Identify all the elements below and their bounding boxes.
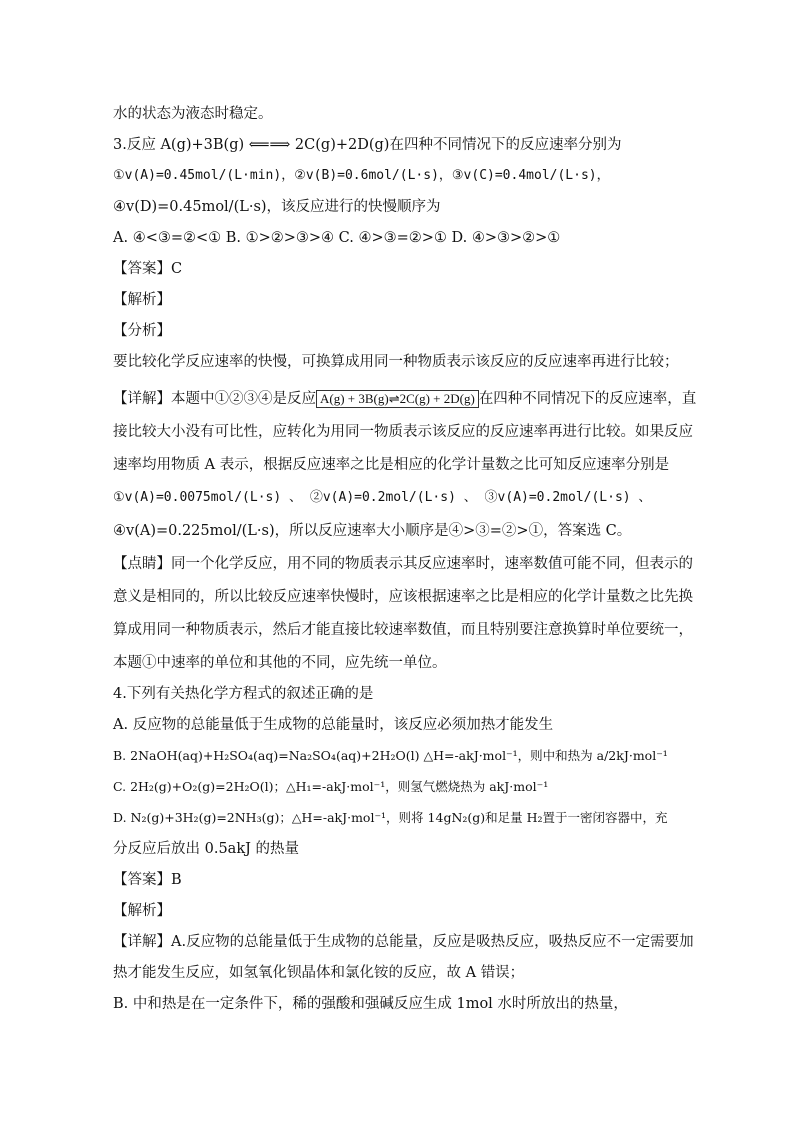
rates-line: ①v(A)=0.0075mol/(L·s) 、 ②v(A)=0.2mol/(L·s) 、 ③v(A)=0.2mol/(L·s) 、 (113, 490, 652, 505)
question-3-stem: 3.反应 A(g)+3B(g) ⟸⟹ 2C(g)+2D(g)在四种不同情况下的反应速率分别为 (113, 137, 622, 153)
text-line: ①v(A)=0.45mol/(L·min)，②v(B)=0.6mol/(L·s)，③v(C)=0.4mol/(L·s)， (113, 168, 610, 183)
tip-line: 【点睛】同一个化学反应，用不同的物质表示其反应速率时，速率数值可能不同，但表示的 (113, 556, 693, 572)
text-line: 接比较大小没有可比性，应转化为用同一物质表示该反应的反应速率再进行比较。如果反应 (113, 424, 693, 440)
text-line: ④v(D)=0.45mol/(L·s)，该反应进行的快慢顺序为 (113, 199, 441, 215)
text-line: 热才能发生反应，如氢氧化钡晶体和氯化铵的反应，故 A 错误； (113, 965, 525, 981)
text-line: 要比较化学反应速率的快慢，可换算成用同一种物质表示该反应的反应速率再进行比较； (113, 354, 679, 370)
option-d: D. N₂(g)+3H₂(g)=2NH₃(g)；△H=-akJ·mol⁻¹，则将 14gN₂(g)和足量 H₂置于一密闭容器中，充 (113, 810, 668, 825)
analysis-sub-label: 【分析】 (113, 323, 171, 339)
equation-box: A(g) + 3B(g)⇌2C(g) + 2D(g) (316, 390, 479, 408)
answer-label: 【答案】B (113, 872, 182, 888)
detail-line (113, 389, 696, 409)
text-line: B. 中和热是在一定条件下，稀的强酸和强碱反应生成 1mol 水时所放出的热量， (113, 996, 628, 1012)
text-line: 意义是相同的，所以比较反应速率快慢时，应该根据速率之比是相应的化学计量数之比先换 (113, 589, 693, 605)
analysis-label: 【解析】 (113, 903, 171, 919)
option-c: C. 2H₂(g)+O₂(g)=2H₂O(l)；△H₁=-akJ·mol⁻¹，则氢气燃烧热为 akJ·mol⁻¹ (113, 779, 549, 794)
text-line: 算成用同一种物质表示，然后才能直接比较速率数值，而且特别要注意换算时单位要统一， (113, 622, 693, 638)
option-a: A. 反应物的总能量低于生成物的总能量时，该反应必须加热才能发生 (113, 717, 554, 733)
text-line: 【详解】A.反应物的总能量低于生成物的总能量，反应是吸热反应，吸热反应不一定需要加 (113, 934, 694, 950)
text-line: 本题①中速率的单位和其他的不同，应先统一单位。 (113, 655, 447, 671)
choices-line: A. ④<③=②<① B. ①>②>③>④ C. ④>③=②>① D. ④>③>②>① (113, 230, 561, 246)
text-line: 水的状态为液态时稳定。 (113, 106, 273, 122)
question-4-stem: 4.下列有关热化学方程式的叙述正确的是 (113, 686, 374, 702)
detail-suffix: 在四种不同情况下的反应速率，直 (478, 391, 697, 407)
analysis-label: 【解析】 (113, 292, 171, 308)
text-line: ④v(A)=0.225mol/(L·s)，所以反应速率大小顺序是④>③=②>①，答案选 C。 (113, 523, 632, 539)
option-b: B. 2NaOH(aq)+H₂SO₄(aq)=Na₂SO₄(aq)+2H₂O(l) △H=-akJ·mol⁻¹，则中和热为 a/2kJ·mol⁻¹ (113, 748, 668, 763)
detail-prefix: 【详解】本题中①②③④是反应 (113, 391, 316, 407)
text-line: 速率均用物质 A 表示，根据反应速率之比是相应的化学计量数之比可知反应速率分别是 (113, 457, 670, 473)
text-line: 分反应后放出 0.5akJ 的热量 (113, 841, 300, 857)
answer-label: 【答案】C (113, 261, 183, 277)
